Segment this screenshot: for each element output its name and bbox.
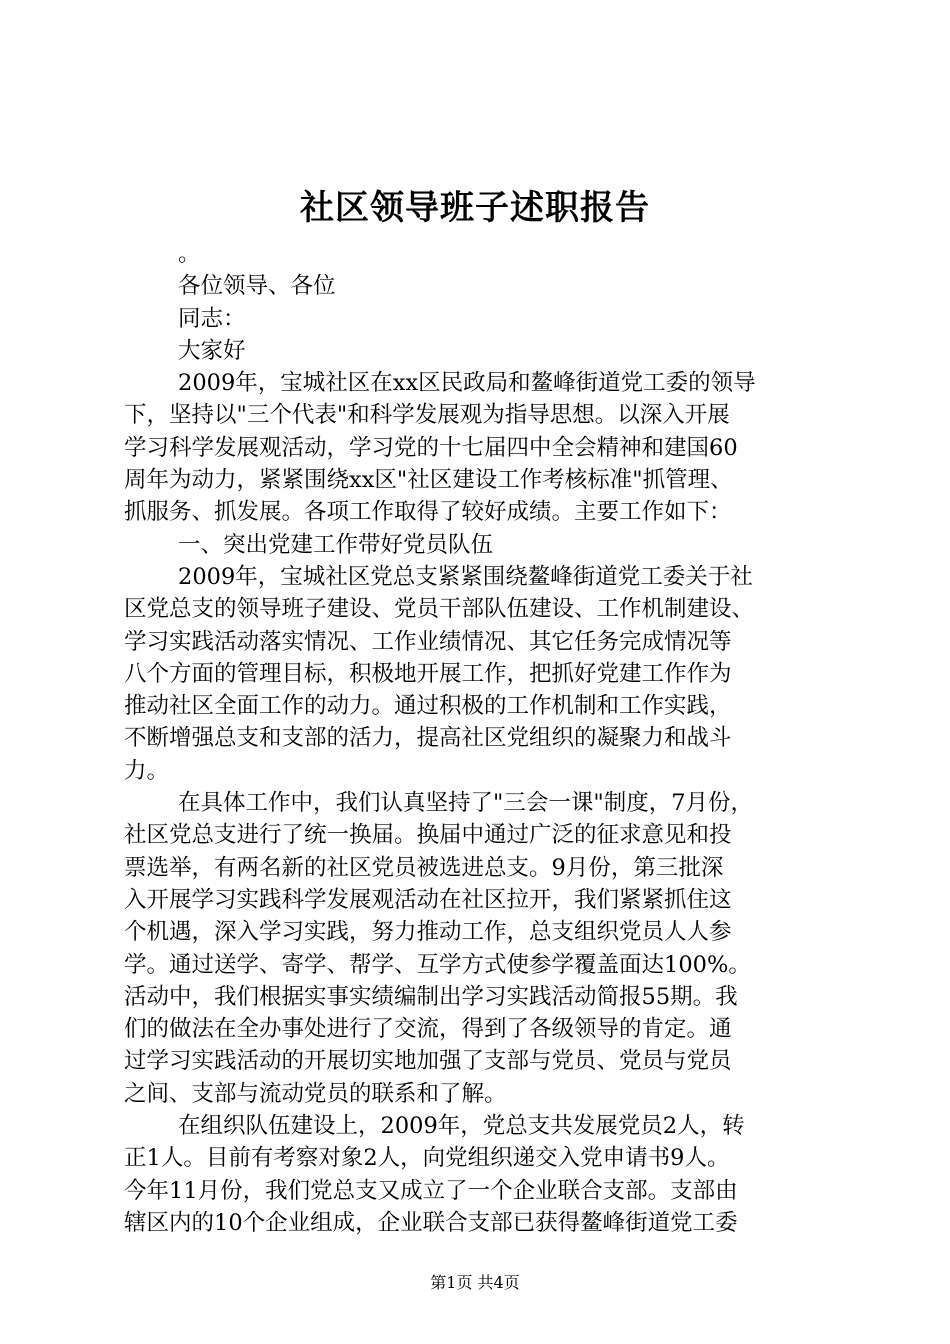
- body-line: 在具体工作中，我们认真坚持了"三会一课"制度，7月份，: [178, 790, 754, 817]
- body-line: 票选举，有两名新的社区党员被选进总支。9月份，第三批深: [124, 854, 724, 881]
- body-line: 学习实践活动落实情况、工作业绩情况、其它任务完成情况等: [124, 628, 732, 655]
- body-line: 各位领导、各位: [178, 273, 336, 300]
- body-line: 八个方面的管理目标，积极地开展工作，把抓好党建工作作为: [124, 660, 732, 687]
- body-line: 社区党总支进行了统一换届。换届中通过广泛的征求意见和投: [124, 822, 732, 849]
- body-line: 不断增强总支和支部的活力，提高社区党组织的凝聚力和战斗: [124, 725, 732, 752]
- body-line: 一、突出党建工作带好党员队伍: [178, 531, 494, 558]
- body-line: 力。: [124, 757, 170, 784]
- body-line: 学。通过送学、寄学、帮学、互学方式使参学覆盖面达100%。: [124, 951, 751, 978]
- body-line: 过学习实践活动的开展切实地加强了支部与党员、党员与党员: [124, 1048, 732, 1075]
- body-line: 在组织队伍建设上，2009年，党总支共发展党员2人，转: [178, 1113, 745, 1140]
- body-line: 个机遇，深入学习实践，努力推动工作，总支组织党员人人参: [124, 919, 732, 946]
- body-line: 推动社区全面工作的动力。通过积极的工作机制和工作实践，: [124, 693, 732, 720]
- body-line: 正1人。目前有考察对象2人，向党组织递交入党申请书9人。: [124, 1145, 730, 1172]
- body-line: 之间、支部与流动党员的联系和了解。: [124, 1080, 507, 1107]
- body-line: 。: [178, 241, 201, 267]
- page-footer: 第1页 共4页: [430, 1273, 520, 1292]
- body-line: 周年为动力，紧紧围绕xx区"社区建设工作考核标准"抓管理、: [124, 467, 733, 494]
- body-line: 入开展学习实践科学发展观活动在社区拉开，我们紧紧抓住这: [124, 886, 732, 913]
- body-line: 区党总支的领导班子建设、党员干部队伍建设、工作机制建设、: [124, 596, 755, 623]
- document-body: [124, 238, 832, 1239]
- body-line: 2009年，宝城社区在xx区民政局和鳌峰街道党工委的领导: [178, 370, 756, 397]
- body-line: 下，坚持以"三个代表"和科学发展观为指导思想。以深入开展: [124, 402, 730, 429]
- body-line: 们的做法在全办事处进行了交流，得到了各级领导的肯定。通: [124, 1016, 732, 1043]
- body-line: 同志：: [178, 305, 246, 332]
- document-title: 社区领导班子述职报告: [300, 188, 650, 228]
- body-line: 辖区内的10个企业组成，企业联合支部已获得鳌峰街道党工委: [124, 1209, 738, 1236]
- body-line: 活动中，我们根据实事实绩编制出学习实践活动简报55期。我: [124, 983, 738, 1010]
- body-line: 2009年，宝城社区党总支紧紧围绕鳌峰街道党工委关于社: [178, 563, 753, 590]
- body-line: 今年11月份，我们党总支又成立了一个企业联合支部。支部由: [124, 1177, 738, 1204]
- body-line: 学习科学发展观活动，学习党的十七届四中全会精神和建国60: [124, 434, 738, 461]
- body-line: 抓服务、抓发展。各项工作取得了较好成绩。主要工作如下：: [124, 499, 732, 526]
- body-line: 大家好: [178, 337, 246, 364]
